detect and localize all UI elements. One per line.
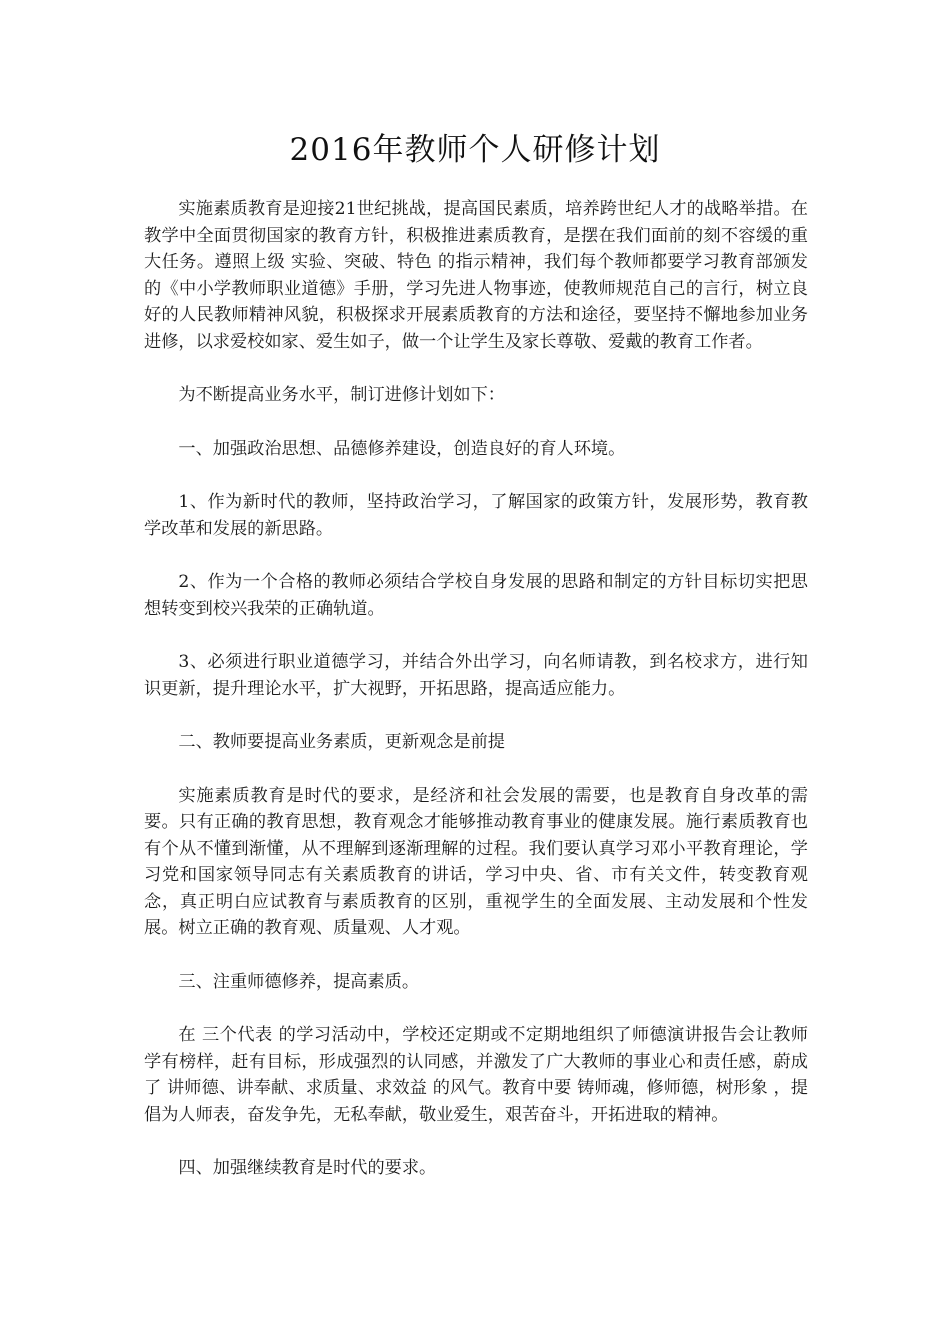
paragraph-section-3: 在 三个代表 的学习活动中，学校还定期或不定期地组织了师德演讲报告会让教师学有榜样，赶有目标，形成强烈的认同感，并激发了广大教师的事业心和责任感，蔚成了 讲师德、讲奉献、求质量、求效益 的风气。教育中要 铸师魂，修师德，树形象 ，提倡为人师表，奋发争先，无私奉献，敬业爱生，艰苦奋斗，开拓进取的精神。 — [144, 1025, 808, 1125]
section-heading-3: 三、注重师德修养，提高素质。 — [178, 971, 420, 992]
list-item-2: 2、作为一个合格的教师必须结合学校自身发展的思路和制定的方针目标切实把思想转变到校兴我荣的正确轨道。 — [144, 572, 808, 619]
section-heading-1: 一、加强政治思想、品德修养建设，创造良好的育人环境。 — [178, 438, 626, 459]
list-item-1: 1、作为新时代的教师，坚持政治学习，了解国家的政策方针，发展形势，教育教学改革和发展的新思路。 — [144, 492, 808, 539]
paragraph-section-2: 实施素质教育是时代的要求，是经济和社会发展的需要，也是教育自身改革的需要。只有正确的教育思想，教育观念才能够推动教育事业的健康发展。施行素质教育也有个从不懂到渐懂，从不理解到逐渐理解的过程。我们要认真学习邓小平教育理论，学习党和国家领导同志有关素质教育的讲话，学习中央、省、市有关文件，转变教育观念，真正明白应试教育与素质教育的区别，重视学生的全面发展、主动发展和个性发展。树立正确的教育观、质量观、人才观。 — [144, 785, 808, 938]
section-heading-2: 二、教师要提高业务素质，更新观念是前提 — [178, 732, 505, 752]
paragraph-plan-lead: 为不断提高业务水平，制订进修计划如下： — [178, 385, 505, 405]
section-heading-4: 四、加强继续教育是时代的要求。 — [178, 1158, 437, 1178]
document-title: 2016年教师个人研修计划 — [289, 132, 661, 168]
paragraph-intro: 实施素质教育是迎接21世纪挑战，提高国民素质，培养跨世纪人才的战略举措。在教学中全面贯彻国家的教育方针，积极推进素质教育，是摆在我们面前的刻不容缓的重大任务。遵照上级 实验、突破、特色 的指示精神，我们每个教师都要学习教育部颁发的《中小学教师职业道德》手册，学习先进人物事迹，使教师规范自己的言行，树立良好的人民教师精神风貌，积极探求开展素质教育的方法和途径，要坚持不懈地参加业务进修，以求爱校如家、爱生如子，做一个让学生及家长尊敬、爱戴的教育工作者。 — [144, 199, 808, 352]
document-body — [144, 196, 808, 1209]
list-item-3: 3、必须进行职业道德学习，并结合外出学习，向名师请教，到名校求方，进行知识更新，提升理论水平，扩大视野，开拓思路，提高适应能力。 — [144, 652, 808, 699]
